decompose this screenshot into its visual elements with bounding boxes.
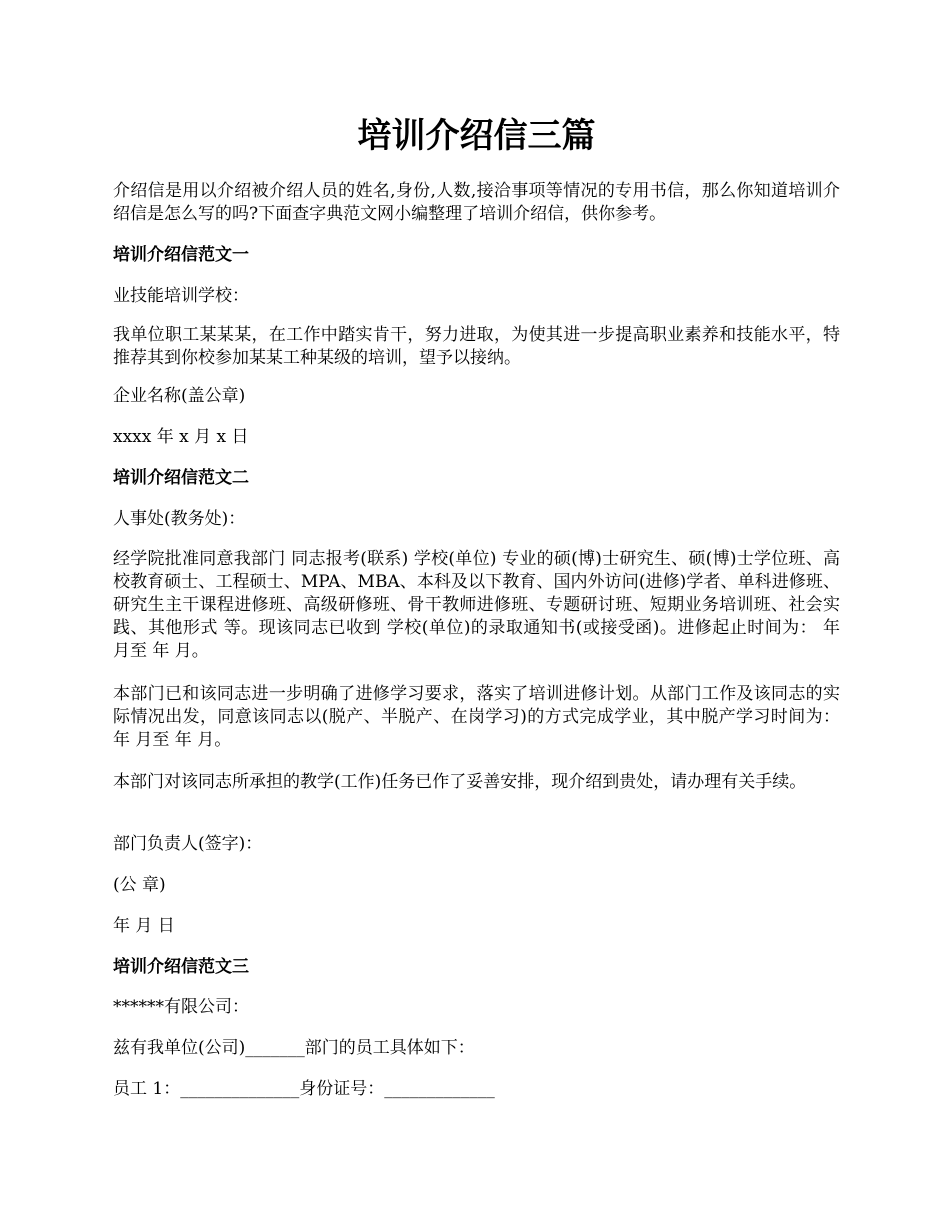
- sample2-salutation: 人事处(教务处)：: [113, 509, 246, 529]
- sample1-signature: 企业名称(盖公章): [113, 386, 246, 406]
- sample3-employee: 员工 1：______________身份证号：_____________: [113, 1079, 495, 1099]
- sample2-heading: 培训介绍信范文二: [113, 468, 249, 488]
- sample1-date: xxxx 年 x 月 x 日: [113, 427, 249, 447]
- sample2-seal: (公 章): [113, 875, 166, 895]
- sample2-body2: 本部门已和该同志进一步明确了进修学习要求，落实了培训进修计划。从部门工作及该同志的实际情况出发，同意该同志以(脱产、半脱产、在岗学习)的方式完成学业，其中脱产学习时间为： 年 月至 年 月。: [113, 684, 840, 750]
- sample1-salutation: 业技能培训学校：: [113, 286, 249, 306]
- sample2-body3: 本部门对该同志所承担的教学(工作)任务已作了妥善安排，现介绍到贵处，请办理有关手续。: [113, 772, 807, 792]
- sample1-body: 我单位职工某某某，在工作中踏实肯干，努力进取，为使其进一步提高职业素养和技能水平，特推荐其到你校参加某某工种某级的培训，望予以接纳。: [113, 325, 840, 368]
- document-title: 培训介绍信三篇: [357, 116, 596, 156]
- sample1-heading: 培训介绍信范文一: [113, 245, 249, 265]
- sample3-heading: 培训介绍信范文三: [113, 957, 249, 977]
- sample3-salutation: ******有限公司：: [113, 997, 249, 1017]
- sample3-body: 兹有我单位(公司)_______部门的员工具体如下：: [113, 1038, 475, 1058]
- intro-paragraph: 介绍信是用以介绍被介绍人员的姓名,身份,人数,接洽事项等情况的专用书信，那么你知道培训介绍信是怎么写的吗?下面查字典范文网小编整理了培训介绍信，供你参考。: [113, 181, 840, 224]
- sample2-signer: 部门负责人(签字)：: [113, 834, 263, 854]
- sample2-date: 年 月 日: [113, 916, 175, 936]
- sample2-body1: 经学院批准同意我部门 同志报考(联系) 学校(单位) 专业的硕(博)士研究生、硕(博)士学位班、高校教育硕士、工程硕士、MPA、MBA、本科及以下教育、国内外访问(进修)学者、单科进修班、研究生主干课程进修班、高级研修班、骨干教师进修班、专题研讨班、短期业务培训班、社会实践、其他形式 等。现该同志已收到 学校(单位)的录取通知书(或接受函)。进修起止时间为： 年 月至 年 月。: [113, 549, 840, 661]
